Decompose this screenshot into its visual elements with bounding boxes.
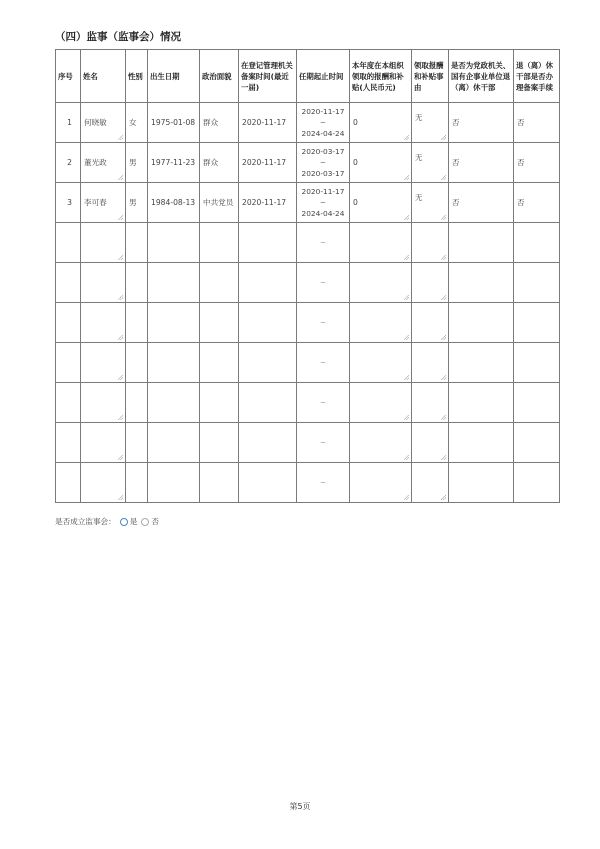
empty-cell xyxy=(449,263,514,303)
resize-handle-icon[interactable] xyxy=(404,415,409,420)
empty-row xyxy=(56,463,560,503)
resize-handle-icon[interactable] xyxy=(404,335,409,340)
resize-handle-icon[interactable] xyxy=(404,495,409,500)
cell-political xyxy=(200,103,239,143)
empty-cell[interactable] xyxy=(81,383,126,423)
resize-handle-icon[interactable] xyxy=(441,375,446,380)
empty-cell xyxy=(148,343,200,383)
empty-cell xyxy=(297,303,350,343)
empty-cell xyxy=(297,343,350,383)
cell-filing xyxy=(514,143,560,183)
header-name: 姓名 xyxy=(81,50,126,103)
empty-cell xyxy=(126,223,148,263)
cell-gender xyxy=(126,183,148,223)
empty-cell xyxy=(514,383,560,423)
resize-handle-icon[interactable] xyxy=(441,335,446,340)
empty-cell xyxy=(148,383,200,423)
radio-no-label[interactable]: 否 xyxy=(151,517,159,526)
empty-cell xyxy=(56,383,81,423)
empty-cell xyxy=(239,343,297,383)
cell-filing xyxy=(514,183,560,223)
header-birth: 出生日期 xyxy=(148,50,200,103)
cell-index-text: 3 xyxy=(67,198,72,207)
empty-cell[interactable] xyxy=(412,263,449,303)
resize-handle-icon[interactable] xyxy=(404,455,409,460)
resize-handle-icon[interactable] xyxy=(404,135,409,140)
empty-cell[interactable] xyxy=(350,303,412,343)
supervisory-board-question xyxy=(55,516,159,527)
cell-filed xyxy=(239,103,297,143)
term-separator: ~ xyxy=(319,438,327,447)
header-retired: 是否为党政机关、国有企事业单位退（离）休干部 xyxy=(449,50,514,103)
radio-yes-icon[interactable] xyxy=(120,518,128,526)
term-separator: ~ xyxy=(319,478,327,487)
cell-gender xyxy=(126,143,148,183)
empty-cell xyxy=(148,423,200,463)
cell-name-text: 董光政 xyxy=(84,158,107,167)
empty-cell xyxy=(239,423,297,463)
cell-reason[interactable] xyxy=(412,143,449,183)
cell-term xyxy=(297,183,350,223)
header-row xyxy=(56,50,560,103)
section-title: （四）监事（监事会）情况 xyxy=(55,31,181,43)
cell-birth xyxy=(148,143,200,183)
empty-cell xyxy=(239,383,297,423)
cell-reason[interactable] xyxy=(412,103,449,143)
empty-cell[interactable] xyxy=(412,383,449,423)
empty-cell xyxy=(239,303,297,343)
term-end: 2020-03-17 xyxy=(301,169,345,178)
cell-gender-text: 女 xyxy=(129,118,137,127)
empty-cell xyxy=(200,303,239,343)
cell-name-text: 何晓敏 xyxy=(84,118,107,127)
resize-handle-icon[interactable] xyxy=(404,255,409,260)
empty-cell xyxy=(56,423,81,463)
empty-cell xyxy=(200,343,239,383)
empty-cell xyxy=(148,303,200,343)
term-separator: ~ xyxy=(319,238,327,247)
term-range xyxy=(297,146,349,179)
empty-cell xyxy=(297,423,350,463)
empty-cell xyxy=(126,263,148,303)
empty-cell xyxy=(449,423,514,463)
radio-no-icon[interactable] xyxy=(141,518,149,526)
cell-retired xyxy=(449,143,514,183)
empty-cell xyxy=(449,343,514,383)
empty-cell[interactable] xyxy=(81,303,126,343)
cell-filed-text: 2020-11-17 xyxy=(242,158,287,167)
empty-cell xyxy=(126,303,148,343)
table-row xyxy=(56,103,560,143)
empty-cell xyxy=(200,223,239,263)
cell-political xyxy=(200,143,239,183)
resize-handle-icon[interactable] xyxy=(441,455,446,460)
supervisory-board-label: 是否成立监事会： xyxy=(55,517,116,526)
empty-cell xyxy=(297,463,350,503)
empty-cell xyxy=(449,383,514,423)
resize-handle-icon[interactable] xyxy=(118,135,123,140)
empty-cell xyxy=(200,463,239,503)
empty-cell xyxy=(200,383,239,423)
empty-cell xyxy=(449,303,514,343)
cell-term xyxy=(297,143,350,183)
empty-cell[interactable] xyxy=(412,303,449,343)
cell-index xyxy=(56,103,81,143)
empty-cell xyxy=(449,223,514,263)
resize-handle-icon[interactable] xyxy=(441,175,446,180)
cell-term xyxy=(297,103,350,143)
empty-cell[interactable] xyxy=(81,343,126,383)
empty-cell xyxy=(148,223,200,263)
empty-cell xyxy=(56,263,81,303)
empty-cell xyxy=(126,463,148,503)
resize-handle-icon[interactable] xyxy=(441,135,446,140)
empty-cell xyxy=(126,343,148,383)
cell-pay[interactable] xyxy=(350,143,412,183)
term-separator: ~ xyxy=(319,118,327,127)
empty-cell[interactable] xyxy=(412,223,449,263)
resize-handle-icon[interactable] xyxy=(441,415,446,420)
empty-cell[interactable] xyxy=(412,463,449,503)
cell-reason-text: 无 xyxy=(415,113,423,122)
empty-cell xyxy=(514,423,560,463)
empty-cell xyxy=(449,463,514,503)
cell-retired xyxy=(449,103,514,143)
cell-index-text: 1 xyxy=(67,118,72,127)
empty-cell xyxy=(297,383,350,423)
resize-handle-icon[interactable] xyxy=(118,415,123,420)
cell-reason-text: 无 xyxy=(415,153,423,162)
resize-handle-icon[interactable] xyxy=(441,255,446,260)
empty-cell[interactable] xyxy=(350,383,412,423)
cell-filed xyxy=(239,143,297,183)
cell-filing-text: 否 xyxy=(517,158,525,167)
term-separator: ~ xyxy=(319,398,327,407)
resize-handle-icon[interactable] xyxy=(441,495,446,500)
cell-name[interactable] xyxy=(81,143,126,183)
term-separator: ~ xyxy=(319,358,327,367)
cell-political xyxy=(200,183,239,223)
header-political: 政治面貌 xyxy=(200,50,239,103)
cell-filing-text: 否 xyxy=(517,118,525,127)
resize-handle-icon[interactable] xyxy=(404,175,409,180)
term-end: 2024-04-24 xyxy=(301,209,345,218)
empty-cell[interactable] xyxy=(350,223,412,263)
cell-pay-text: 0 xyxy=(353,158,358,167)
term-start: 2020-11-17 xyxy=(301,187,345,196)
empty-cell[interactable] xyxy=(81,463,126,503)
empty-cell xyxy=(297,223,350,263)
term-separator: ~ xyxy=(319,278,327,287)
empty-cell[interactable] xyxy=(350,263,412,303)
empty-row xyxy=(56,423,560,463)
term-separator: ~ xyxy=(319,198,327,207)
empty-row xyxy=(56,223,560,263)
empty-cell[interactable] xyxy=(350,343,412,383)
radio-yes-label[interactable]: 是 xyxy=(129,517,138,526)
resize-handle-icon[interactable] xyxy=(118,255,123,260)
empty-cell xyxy=(239,223,297,263)
empty-cell xyxy=(200,263,239,303)
empty-cell xyxy=(126,383,148,423)
empty-cell xyxy=(56,303,81,343)
cell-name[interactable] xyxy=(81,183,126,223)
cell-birth-text: 1975-01-08 xyxy=(151,118,196,127)
cell-retired-text: 否 xyxy=(452,158,460,167)
cell-filing xyxy=(514,103,560,143)
header-pay: 本年度在本组织领取的报酬和补贴(人民币元) xyxy=(350,50,412,103)
empty-cell[interactable] xyxy=(412,423,449,463)
resize-handle-icon[interactable] xyxy=(404,295,409,300)
empty-row xyxy=(56,303,560,343)
empty-row xyxy=(56,263,560,303)
cell-name[interactable] xyxy=(81,103,126,143)
empty-cell xyxy=(148,463,200,503)
term-end: 2024-04-24 xyxy=(301,129,345,138)
resize-handle-icon[interactable] xyxy=(118,215,123,220)
empty-cell[interactable] xyxy=(412,343,449,383)
cell-pay[interactable] xyxy=(350,183,412,223)
resize-handle-icon[interactable] xyxy=(441,215,446,220)
empty-cell xyxy=(514,263,560,303)
cell-political-text: 群众 xyxy=(203,158,219,167)
cell-pay-text: 0 xyxy=(353,118,358,127)
resize-handle-icon[interactable] xyxy=(118,335,123,340)
cell-retired-text: 否 xyxy=(452,198,460,207)
empty-cell[interactable] xyxy=(81,223,126,263)
empty-cell xyxy=(56,343,81,383)
header-filed: 在登记管理机关备案时间(最近一届) xyxy=(239,50,297,103)
empty-cell xyxy=(514,223,560,263)
cell-filed-text: 2020-11-17 xyxy=(242,118,287,127)
empty-cell xyxy=(148,263,200,303)
cell-gender-text: 男 xyxy=(129,158,137,167)
empty-cell[interactable] xyxy=(350,463,412,503)
table-row xyxy=(56,143,560,183)
empty-cell xyxy=(297,263,350,303)
empty-cell xyxy=(126,423,148,463)
empty-cell xyxy=(514,463,560,503)
cell-gender-text: 男 xyxy=(129,198,137,207)
cell-reason[interactable] xyxy=(412,183,449,223)
cell-gender xyxy=(126,103,148,143)
empty-row xyxy=(56,343,560,383)
resize-handle-icon[interactable] xyxy=(404,375,409,380)
resize-handle-icon[interactable] xyxy=(404,215,409,220)
cell-filed-text: 2020-11-17 xyxy=(242,198,287,207)
resize-handle-icon[interactable] xyxy=(118,455,123,460)
resize-handle-icon[interactable] xyxy=(118,495,123,500)
resize-handle-icon[interactable] xyxy=(118,295,123,300)
empty-cell[interactable] xyxy=(350,423,412,463)
cell-index xyxy=(56,183,81,223)
header-filing: 退（离）休干部是否办理备案手续 xyxy=(514,50,560,103)
cell-filing-text: 否 xyxy=(517,198,525,207)
resize-handle-icon[interactable] xyxy=(441,295,446,300)
header-term: 任期起止时间 xyxy=(297,50,350,103)
cell-filed xyxy=(239,183,297,223)
cell-birth xyxy=(148,183,200,223)
term-start: 2020-11-17 xyxy=(301,107,345,116)
empty-cell[interactable] xyxy=(81,263,126,303)
empty-cell xyxy=(239,263,297,303)
term-range xyxy=(297,106,349,139)
cell-retired-text: 否 xyxy=(452,118,460,127)
table-row xyxy=(56,183,560,223)
empty-cell xyxy=(200,423,239,463)
cell-retired xyxy=(449,183,514,223)
term-range xyxy=(297,186,349,219)
cell-political-text: 群众 xyxy=(203,118,219,127)
empty-cell xyxy=(239,463,297,503)
cell-birth-text: 1977-11-23 xyxy=(151,158,196,167)
cell-index xyxy=(56,143,81,183)
empty-cell xyxy=(514,343,560,383)
resize-handle-icon[interactable] xyxy=(118,175,123,180)
header-index: 序号 xyxy=(56,50,81,103)
cell-pay[interactable] xyxy=(350,103,412,143)
header-gender: 性别 xyxy=(126,50,148,103)
resize-handle-icon[interactable] xyxy=(118,375,123,380)
cell-index-text: 2 xyxy=(67,158,72,167)
empty-cell[interactable] xyxy=(81,423,126,463)
supervisor-table xyxy=(55,49,560,503)
empty-row xyxy=(56,383,560,423)
cell-birth-text: 1984-08-13 xyxy=(151,198,196,207)
cell-birth xyxy=(148,103,200,143)
empty-cell xyxy=(56,223,81,263)
cell-political-text: 中共党员 xyxy=(203,198,234,207)
term-start: 2020-03-17 xyxy=(301,147,345,156)
cell-reason-text: 无 xyxy=(415,193,423,202)
page-number: 第5页 xyxy=(289,802,311,811)
empty-cell xyxy=(514,303,560,343)
cell-name-text: 李可春 xyxy=(84,198,107,207)
cell-pay-text: 0 xyxy=(353,198,358,207)
header-reason: 领取报酬和补贴事由 xyxy=(412,50,449,103)
term-separator: ~ xyxy=(319,318,327,327)
empty-cell xyxy=(56,463,81,503)
term-separator: ~ xyxy=(319,158,327,167)
